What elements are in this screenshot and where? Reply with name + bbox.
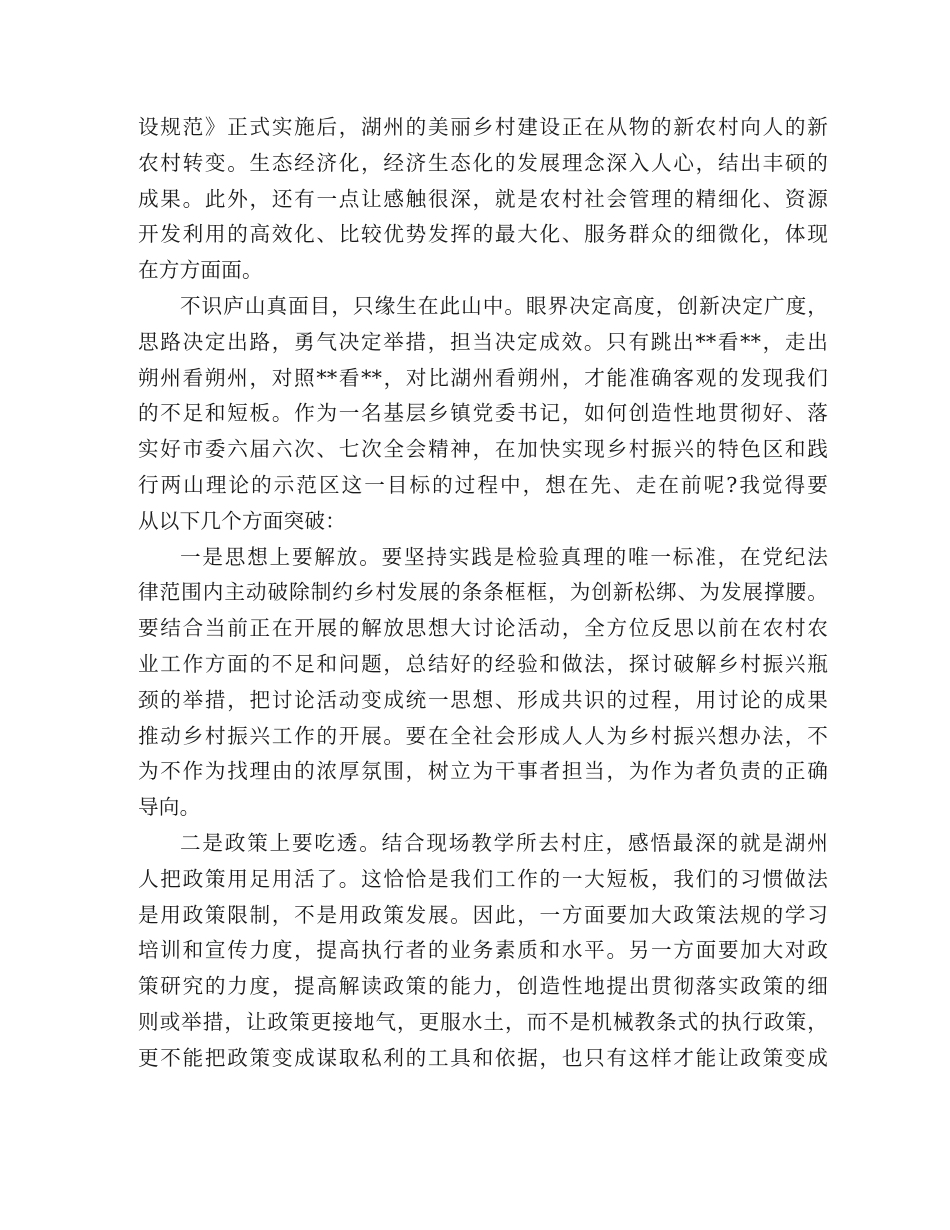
text-line: 策研究的力度，提高解读政策的能力，创造性地提出贯彻落实政策的细 <box>138 974 828 999</box>
text-line: 从以下几个方面突破： <box>138 508 346 533</box>
text-line: 培训和宣传力度，提高执行者的业务素质和水平。另一方面要加大对政 <box>138 938 828 963</box>
text-line: 人把政策用足用活了。这恰恰是我们工作的一大短板，我们的习惯做法 <box>138 866 828 891</box>
text-line: 不识庐山真面目，只缘生在此山中。眼界决定高度，创新决定广度， <box>180 293 828 318</box>
text-line: 要结合当前正在开展的解放思想大讨论活动，全方位反思以前在农村农 <box>138 616 828 641</box>
text-line: 思路决定出路，勇气决定举措，担当决定成效。只有跳出**看**，走出 <box>138 329 828 354</box>
text-line: 为不作为找理由的浓厚氛围，树立为干事者担当，为作为者负责的正确 <box>138 759 828 784</box>
text-line: 业工作方面的不足和问题，总结好的经验和做法，探讨破解乡村振兴瓶 <box>138 651 828 676</box>
text-line: 则或举措，让政策更接地气，更服水土，而不是机械教条式的执行政策， <box>138 1009 828 1034</box>
text-line: 农村转变。生态经济化，经济生态化的发展理念深入人心，结出丰硕的 <box>138 150 828 175</box>
text-line: 律范围内主动破除制约乡村发展的条条框框，为创新松绑、为发展撑腰。 <box>138 580 828 605</box>
text-line: 二是政策上要吃透。结合现场教学所去村庄，感悟最深的就是湖州 <box>180 830 828 855</box>
text-line: 的不足和短板。作为一名基层乡镇党委书记，如何创造性地贯彻好、落 <box>138 401 828 426</box>
text-line: 行两山理论的示范区这一目标的过程中，想在先、走在前呢?我觉得要 <box>138 472 828 497</box>
text-line: 设规范》正式实施后，湖州的美丽乡村建设正在从物的新农村向人的新 <box>138 115 828 139</box>
paragraph-p2 <box>138 289 828 540</box>
paragraph-p4 <box>138 826 828 1077</box>
text-line: 实好市委六届六次、七次全会精神，在加快实现乡村振兴的特色区和践 <box>138 437 828 462</box>
text-line: 更不能把政策变成谋取私利的工具和依据，也只有这样才能让政策变成 <box>138 1045 828 1070</box>
text-line: 一是思想上要解放。要坚持实践是检验真理的唯一标准，在党纪法 <box>180 544 828 569</box>
text-line: 开发利用的高效化、比较优势发挥的最大化、服务群众的细微化，体现 <box>138 222 828 247</box>
text-line: 是用政策限制，不是用政策发展。因此，一方面要加大政策法规的学习 <box>138 902 828 927</box>
text-line: 在方方面面。 <box>138 258 263 283</box>
text-line: 朔州看朔州，对照**看**，对比湖州看朔州，才能准确客观的发现我们 <box>138 365 828 390</box>
text-line: 成果。此外，还有一点让感触很深，就是农村社会管理的精细化、资源 <box>138 186 828 211</box>
document-body <box>138 110 828 1077</box>
text-line: 导向。 <box>138 795 201 820</box>
paragraph-p3 <box>138 540 828 826</box>
text-line: 推动乡村振兴工作的开展。要在全社会形成人人为乡村振兴想办法，不 <box>138 723 828 748</box>
paragraph-p1 <box>138 110 828 289</box>
text-line: 颈的举措，把讨论活动变成统一思想、形成共识的过程，用讨论的成果 <box>138 687 828 712</box>
